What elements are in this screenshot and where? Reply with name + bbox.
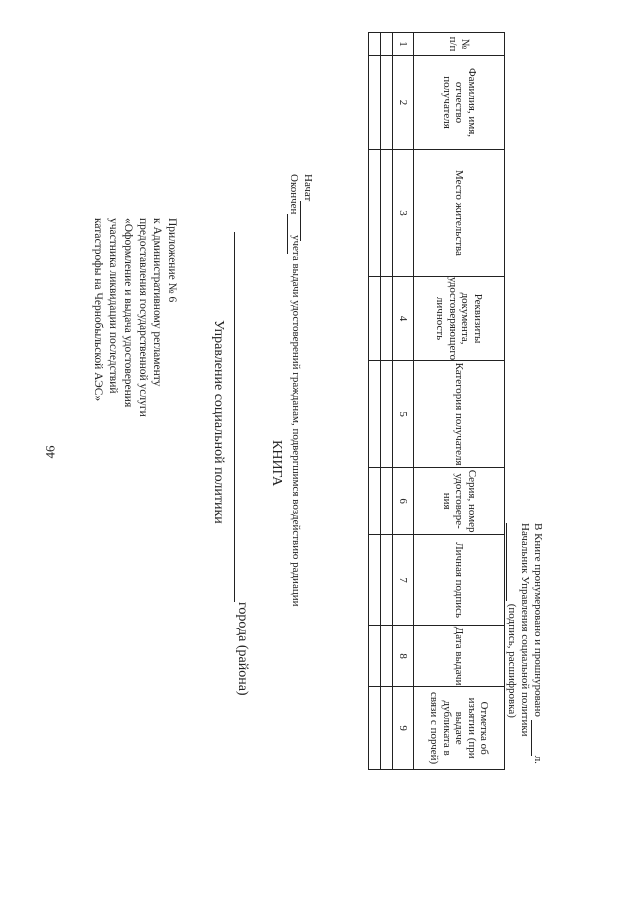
started-label: Начат — [302, 174, 314, 202]
book-subtitle: учета выдачи удостоверений гражданам, подвергшимся воздействию радиации — [290, 235, 302, 607]
table-cell — [381, 56, 393, 150]
column-header: Категория получателя — [414, 361, 505, 468]
column-number: 8 — [393, 626, 414, 687]
finished-label: Окончен — [288, 174, 301, 215]
table-cell — [369, 150, 381, 277]
signature-line — [506, 523, 519, 853]
appendix-line: предоставления государственной услуги — [136, 218, 149, 417]
started-blank — [301, 201, 312, 241]
column-header: Реквизиты документа, удостоверяющего личность — [414, 277, 505, 361]
table-cell — [381, 626, 393, 687]
table-cell — [369, 277, 381, 361]
department-name: Управление социальной политики — [211, 320, 226, 524]
page-number: 46 — [42, 445, 58, 459]
appendix-line: к Административному регламенту — [151, 218, 164, 387]
table-cell — [369, 535, 381, 626]
appendix-note — [91, 218, 179, 538]
table-cell — [381, 535, 393, 626]
table-row — [369, 33, 381, 770]
appendix-line: катастрофы на Чернобыльской АЭС» — [92, 218, 105, 402]
table-cell — [381, 468, 393, 535]
table-cell — [381, 277, 393, 361]
city-blank — [234, 232, 249, 602]
city-suffix: города (района) — [235, 602, 250, 696]
column-number: 6 — [393, 468, 414, 535]
head-title: Начальник Управления социальной политики — [519, 523, 532, 737]
appendix-line: «Оформление и выдача удостоверения — [121, 218, 134, 408]
numbered-text: В Книге пронумеровано и прошнуровано — [532, 523, 544, 717]
table-cell — [369, 33, 381, 56]
appendix-line: участника ликвидации последствий — [107, 218, 120, 394]
column-number: 2 — [393, 56, 414, 150]
city-line — [234, 232, 250, 696]
signature-hint: (подпись, расшифровка) — [506, 603, 519, 718]
sheets-blank — [531, 720, 542, 756]
table-cell — [369, 361, 381, 468]
table-header-row — [414, 33, 505, 770]
column-header: № п/п — [414, 33, 505, 56]
date-range — [287, 174, 314, 254]
column-header: Фамилия, имя, отчество получателя — [414, 56, 505, 150]
finished-blank — [287, 214, 298, 254]
table-cell — [369, 56, 381, 150]
column-number: 7 — [393, 535, 414, 626]
column-header: Дата выдачи — [414, 626, 505, 687]
column-header: Место жительства — [414, 150, 505, 277]
column-number: 1 — [393, 33, 414, 56]
table-cell — [381, 361, 393, 468]
table-row — [381, 33, 393, 770]
column-header: Отметка об изъятии (при выдаче дубликата в связи с порчей) — [414, 687, 505, 770]
book-title: КНИГА — [269, 440, 284, 487]
column-number: 9 — [393, 687, 414, 770]
table-cell — [381, 33, 393, 56]
column-number-row — [393, 33, 414, 770]
column-number: 5 — [393, 361, 414, 468]
footer-numbered-line — [531, 523, 544, 853]
column-number: 3 — [393, 150, 414, 277]
register-table — [368, 32, 505, 770]
column-header: Серия, номер удостовере-ния — [414, 468, 505, 535]
table-cell — [369, 687, 381, 770]
appendix-line: Приложение № 6 — [166, 218, 178, 303]
column-header: Личная подпись — [414, 535, 505, 626]
table-cell — [369, 626, 381, 687]
signature-blank — [506, 523, 517, 601]
table-cell — [369, 468, 381, 535]
footer-note — [506, 523, 544, 853]
sheets-suffix: л. — [532, 755, 544, 764]
table-cell — [381, 150, 393, 277]
table-cell — [381, 687, 393, 770]
column-number: 4 — [393, 277, 414, 361]
